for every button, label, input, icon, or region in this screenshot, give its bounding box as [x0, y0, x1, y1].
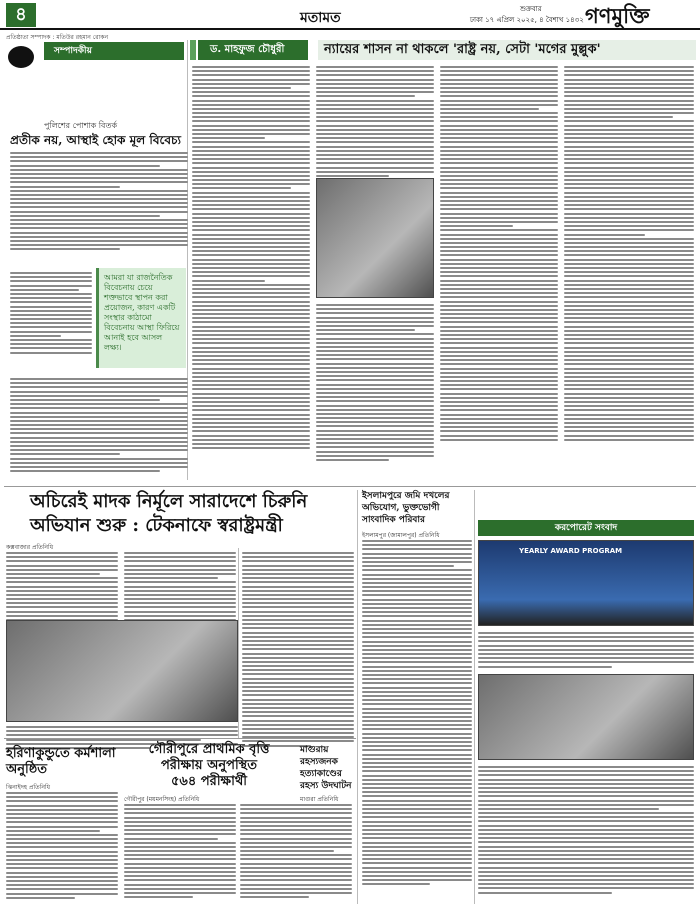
protest-photo — [316, 178, 434, 298]
award-photo — [478, 540, 694, 626]
editorial-column — [4, 40, 188, 480]
story4-headline-line1: গৌরীপুরে প্রাথমিক বৃত্তি — [148, 742, 270, 757]
pen-icon — [8, 46, 34, 68]
editorial-body-top — [10, 152, 188, 250]
founder-credit: প্রতিষ্ঠাতা সম্পাদক : মতিউর রহমান রোকন — [6, 34, 109, 41]
editorial-label: সম্পাদকীয় — [44, 42, 184, 60]
story1-reporter: কক্সবাজার প্রতিনিধি — [6, 544, 54, 551]
ministers-photo — [6, 620, 238, 722]
editorial-pull-quote: আমরা যা রাজনৈতিক বিবেচনায় চেয়ে শক্তভাবে স্থাপন করা প্রয়োজন, কারণ একটি সংস্থার কাঠামো বিবেচনায় আস্থা ফিরিয়ে আনাই হবে আসল লক্ষ্য। — [96, 268, 186, 368]
opinion-col2-bottom — [316, 304, 434, 461]
award-banner-text: YEARLY AWARD PROGRAM — [519, 547, 623, 555]
column-rule — [357, 490, 358, 904]
byline-accent — [190, 40, 196, 60]
story3-reporter: ঝিনাইদহ প্রতিনিধি — [6, 784, 50, 791]
author-byline: ড. মাহফুজ চৌধুরী — [198, 40, 308, 60]
page-number: ৪ — [6, 3, 36, 27]
opinion-headline: ন্যায়ের শাসন না থাকলে 'রাষ্ট্র নয়, সেটা 'মগের মুল্লুক' — [318, 40, 696, 60]
story4-headline-line2: পরীক্ষায় অনুপস্থিত — [160, 758, 258, 773]
section-divider — [4, 486, 696, 487]
story1-headline-line2: অভিযান শুরু : টেকনাফে স্বরাষ্ট্রমন্ত্রী — [30, 515, 283, 536]
story5-headline: মাগুরায় রহস্যজনক হত্যাকাণ্ডের রহস্য উদঘাটন — [300, 745, 352, 791]
section-title: মতামত — [300, 10, 341, 26]
meeting-photo — [478, 674, 694, 760]
column-rule — [238, 548, 239, 738]
corporate-body1 — [478, 632, 694, 668]
story3-body — [6, 792, 118, 899]
story-divider — [4, 738, 356, 739]
story3-headline: হরিণাকুন্ডুতে কর্মশালা অনুষ্ঠিত — [6, 746, 116, 777]
editorial-body-left — [10, 272, 92, 354]
opinion-col3 — [440, 66, 558, 441]
story4-col1 — [124, 804, 236, 898]
corporate-news-banner: করপোরেট সংবাদ — [478, 520, 694, 536]
editorial-body-bottom — [10, 378, 188, 472]
date-line: ঢাকা ১৭ এপ্রিল ২০২৫, ৪ বৈশাখ ১৪৩২ — [470, 16, 584, 24]
page-header — [0, 0, 700, 30]
editorial-title: প্রতীক নয়, আস্থাই হোক মূল বিবেচ্য — [10, 133, 181, 147]
story2-headline: ইসলামপুরে জমি দখলের অভিযোগ, ভুক্তভোগী সাংবাদিক পরিবার — [362, 491, 450, 525]
editorial-kicker: পুলিশের পোশাক বিতর্ক — [44, 121, 118, 130]
opinion-col2-top — [316, 66, 434, 177]
story2-reporter: ইসলামপুর (জামালপুর) প্রতিনিধি — [362, 532, 440, 539]
newspaper-logo: গণমুক্তি — [585, 4, 650, 28]
opinion-col1 — [192, 66, 310, 449]
weekday: শুক্রবার — [520, 5, 542, 13]
story1-headline-line1: অচিরেই মাদক নির্মূলে সারাদেশে চিরুনি — [30, 491, 308, 512]
story4-col2 — [240, 804, 352, 898]
opinion-col4 — [564, 66, 694, 441]
story2-body — [362, 540, 472, 885]
column-rule — [474, 490, 475, 904]
story4-reporter: গৌরীপুর (ময়মনসিংহ) প্রতিনিধি — [124, 796, 200, 803]
story4-headline-line3: ৫৬৪ পরীক্ষার্থী — [171, 774, 247, 789]
corporate-body2 — [478, 766, 694, 894]
story5-reporter: মাগুরা প্রতিনিধি — [300, 796, 339, 803]
story1-col3 — [242, 552, 354, 747]
